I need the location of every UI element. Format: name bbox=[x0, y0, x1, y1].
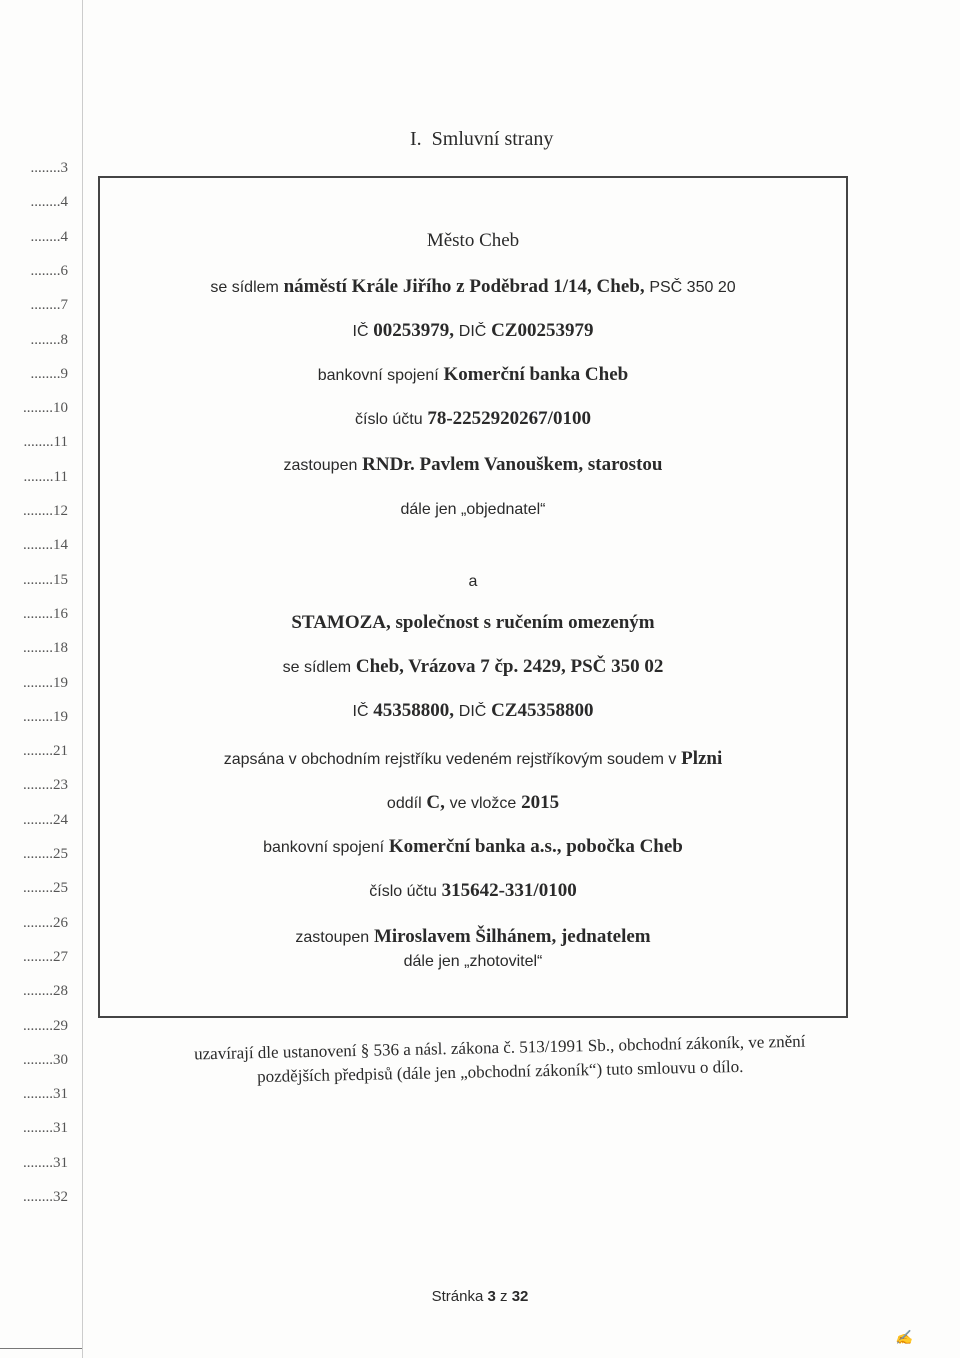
closing-line-2: pozdějších předpisů (dále jen „obchodní zákoník“) tuto smlouvu o dílo. bbox=[256, 1056, 744, 1087]
toc-entry: ........11 bbox=[23, 434, 68, 451]
toc-entry: ........7 bbox=[30, 297, 68, 314]
toc-entry: ........11 bbox=[23, 468, 68, 485]
toc-entry: ........12 bbox=[23, 503, 68, 519]
section-title bbox=[410, 128, 553, 151]
party1-representative: zastoupen RNDr. Pavlem Vanouškem, starostou bbox=[283, 454, 663, 475]
conjunction: a bbox=[468, 573, 478, 590]
party2-representative: zastoupen Miroslavem Šilhánem, jednatelem bbox=[295, 926, 651, 947]
toc-entry: ........25 bbox=[23, 880, 68, 897]
party2-section: oddíl C, ve vložce 2015 bbox=[386, 792, 560, 813]
party1-name: Město Cheb bbox=[426, 230, 520, 251]
toc-entry: ........28 bbox=[23, 983, 68, 1000]
party1-seat: se sídlem náměstí Krále Jiřího z Poděbrad 1/14, Cheb, PSČ 350 20 bbox=[210, 276, 736, 297]
toc-entry: ........31 bbox=[23, 1086, 68, 1103]
toc-entry: ........8 bbox=[30, 331, 68, 348]
toc-entry: ........6 bbox=[30, 262, 68, 279]
toc-entry: ........4 bbox=[30, 228, 68, 245]
toc-bottom-rule bbox=[0, 1348, 82, 1349]
toc-entry: ........4 bbox=[30, 194, 68, 211]
toc-entry: ........21 bbox=[23, 743, 68, 760]
margin-line bbox=[82, 0, 83, 1358]
toc-entry: ........31 bbox=[23, 1154, 68, 1171]
party1-alias: dále jen „objednatel“ bbox=[400, 501, 546, 518]
toc-entry: ........16 bbox=[23, 605, 68, 622]
party1-account: číslo účtu 78-2252920267/0100 bbox=[355, 408, 591, 429]
party1-ids: IČ 00253979, DIČ CZ00253979 bbox=[352, 320, 594, 341]
party2-bank: bankovní spojení Komerční banka a.s., pobočka Cheb bbox=[263, 836, 683, 857]
toc-entry: ........30 bbox=[23, 1051, 68, 1068]
toc-entry: ........3 bbox=[30, 160, 68, 176]
section-title-text: Smluvní strany bbox=[431, 128, 554, 150]
party2-register: zapsána v obchodním rejstříku vedeném rejstříkovým soudem v Plzni bbox=[223, 748, 723, 769]
toc-entry: ........31 bbox=[23, 1120, 68, 1137]
toc-entry: ........9 bbox=[30, 365, 68, 382]
toc-entry: ........19 bbox=[23, 674, 68, 691]
toc-entry: ........10 bbox=[23, 400, 68, 417]
party1-bank: bankovní spojení Komerční banka Cheb bbox=[317, 364, 629, 385]
party2-seat: se sídlem Cheb, Vrázova 7 čp. 2429, PSČ 350 02 bbox=[282, 656, 664, 677]
section-number: I. bbox=[410, 128, 422, 150]
toc-entry: ........25 bbox=[23, 846, 68, 862]
toc-entry: ........15 bbox=[23, 571, 68, 588]
toc-entry: ........24 bbox=[23, 811, 68, 828]
initials-signature: ✍ bbox=[895, 1331, 913, 1346]
party2-account: číslo účtu 315642-331/0100 bbox=[369, 880, 577, 901]
toc-entry: ........19 bbox=[23, 708, 68, 725]
toc-entry: ........26 bbox=[23, 914, 68, 931]
party2-alias: dále jen „zhotovitel“ bbox=[403, 953, 543, 970]
toc-entry: ........32 bbox=[23, 1189, 68, 1205]
toc-entry: ........18 bbox=[23, 640, 68, 657]
toc-entry: ........23 bbox=[23, 777, 68, 794]
party2-ids: IČ 45358800, DIČ CZ45358800 bbox=[352, 700, 594, 721]
parties-box bbox=[98, 176, 848, 1018]
toc-entry: ........29 bbox=[23, 1017, 68, 1034]
toc-entry: ........14 bbox=[23, 537, 68, 554]
toc-entry: ........27 bbox=[23, 948, 68, 965]
page-number: Stránka 3 z 32 bbox=[431, 1288, 529, 1305]
closing-paragraph bbox=[120, 1028, 881, 1092]
party2-name: STAMOZA, společnost s ručením omezeným bbox=[291, 612, 655, 633]
closing-line-1: uzavírají dle ustanovení § 536 a násl. zákona č. 513/1991 Sb., obchodní zákoník, ve znění bbox=[193, 1031, 806, 1064]
